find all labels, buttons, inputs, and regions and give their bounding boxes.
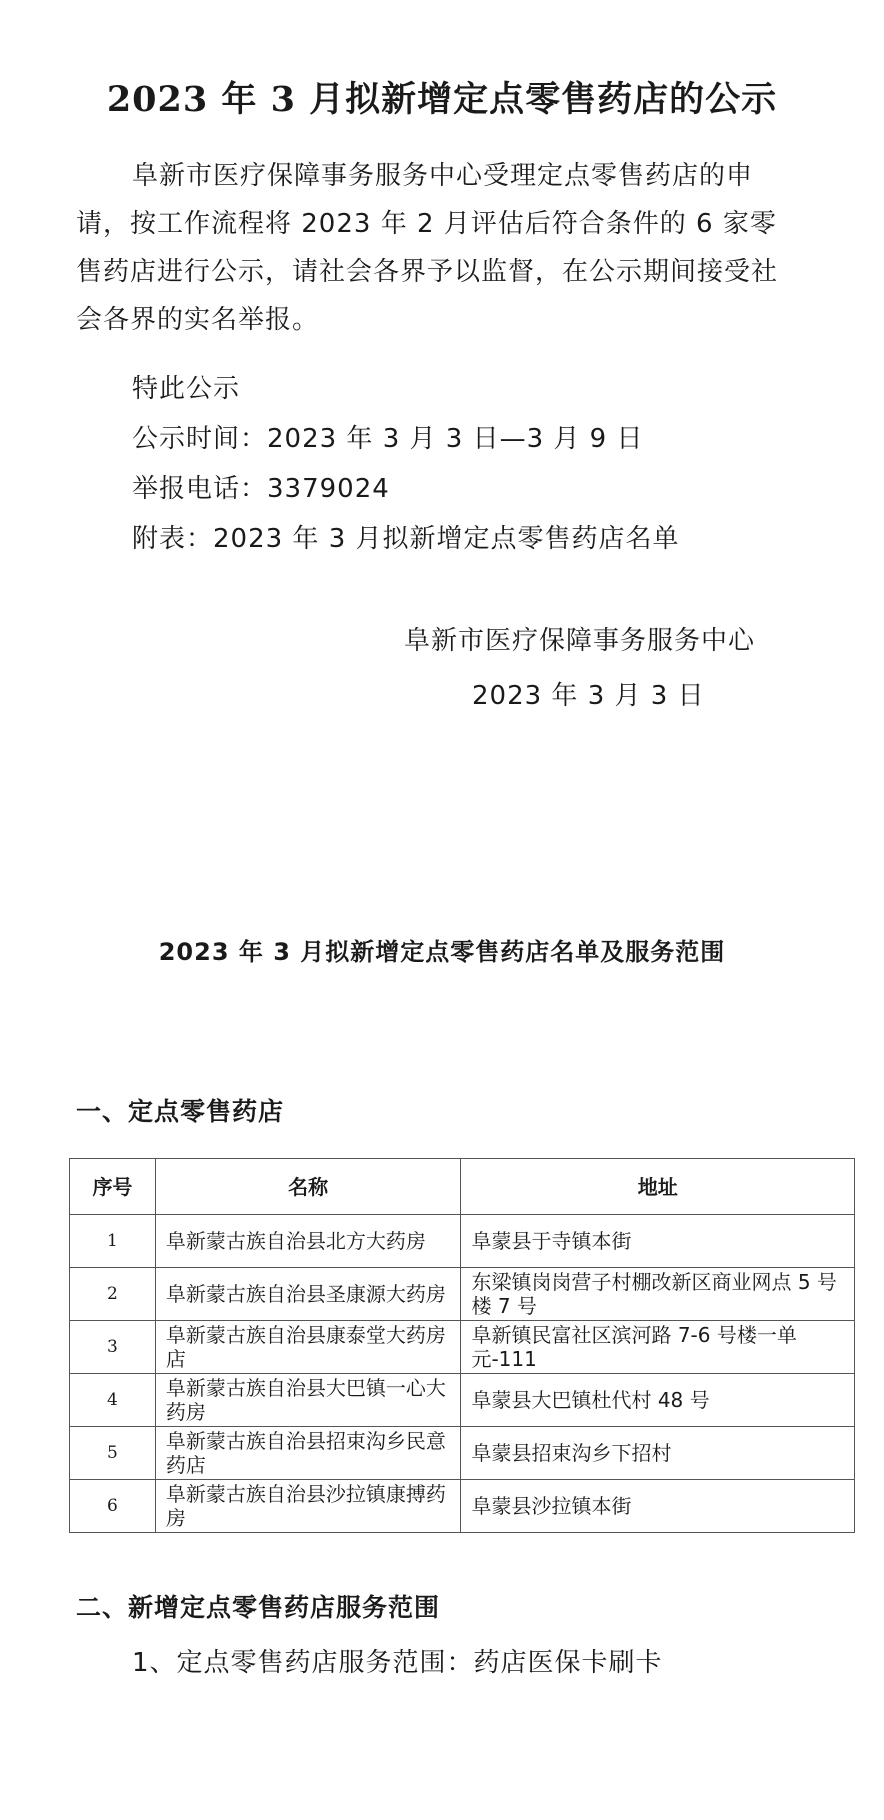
pharmacy-name: 阜新蒙古族自治县沙拉镇康搏药房 (155, 1480, 461, 1533)
pharmacy-name: 阜新蒙古族自治县大巴镇一心大药房 (155, 1374, 461, 1427)
table-row (70, 1215, 855, 1268)
pharmacy-name: 阜新蒙古族自治县康泰堂大药房店 (155, 1321, 461, 1374)
section-heading-scope: 二、新增定点零售药店服务范围 (76, 1593, 441, 1622)
scope-item: 1、定点零售药店服务范围：药店医保卡刷卡 (132, 1648, 663, 1678)
intro-paragraph: 阜新市医疗保障事务服务中心受理定点零售药店的申请，按工作流程将 2023 年 2 月评估后符合条件的 6 家零售药店进行公示，请社会各界予以监督，在公示期间接受社会各界的实名举报。 (76, 161, 779, 335)
pharmacy-name: 阜新蒙古族自治县圣康源大药房 (155, 1268, 461, 1321)
table-row (70, 1321, 855, 1374)
pharmacy-address: 阜蒙县沙拉镇本街 (461, 1480, 855, 1533)
row-index: 6 (70, 1480, 156, 1533)
pharmacy-address: 阜新镇民富社区滨河路 7-6 号楼一单元-111 (461, 1321, 855, 1374)
signature-date: 2023 年 3 月 3 日 (472, 681, 705, 711)
notice-line: 特此公示 (132, 374, 241, 404)
pharmacy-address: 阜蒙县于寺镇本街 (461, 1215, 855, 1268)
signature-org: 阜新市医疗保障事务服务中心 (404, 626, 756, 656)
row-index: 4 (70, 1374, 156, 1427)
table-header-row (70, 1159, 855, 1215)
period-line: 公示时间：2023 年 3 月 3 日—3 月 9 日 (132, 424, 644, 454)
row-index: 3 (70, 1321, 156, 1374)
row-index: 1 (70, 1215, 156, 1268)
list-title: 2023 年 3 月拟新增定点零售药店名单及服务范围 (158, 938, 726, 966)
pharmacy-table (69, 1158, 855, 1533)
attachment-line: 附表：2023 年 3 月拟新增定点零售药店名单 (132, 524, 680, 554)
row-index: 5 (70, 1427, 156, 1480)
pharmacy-address: 东梁镇岗岗营子村棚改新区商业网点 5 号楼 7 号 (461, 1268, 855, 1321)
section-heading-pharmacies: 一、定点零售药店 (76, 1097, 285, 1126)
row-index: 2 (70, 1268, 156, 1321)
table-row (70, 1480, 855, 1533)
phone-line: 举报电话：3379024 (132, 474, 390, 504)
pharmacy-address: 阜蒙县大巴镇杜代村 48 号 (461, 1374, 855, 1427)
pharmacy-name: 阜新蒙古族自治县招束沟乡民意药店 (155, 1427, 461, 1480)
table-row (70, 1268, 855, 1321)
page-title: 2023 年 3 月拟新增定点零售药店的公示 (106, 79, 778, 120)
header-name: 名称 (155, 1159, 461, 1215)
pharmacy-name: 阜新蒙古族自治县北方大药房 (155, 1215, 461, 1268)
table-row (70, 1427, 855, 1480)
table-row (70, 1374, 855, 1427)
header-index: 序号 (70, 1159, 156, 1215)
header-address: 地址 (461, 1159, 855, 1215)
pharmacy-address: 阜蒙县招束沟乡下招村 (461, 1427, 855, 1480)
